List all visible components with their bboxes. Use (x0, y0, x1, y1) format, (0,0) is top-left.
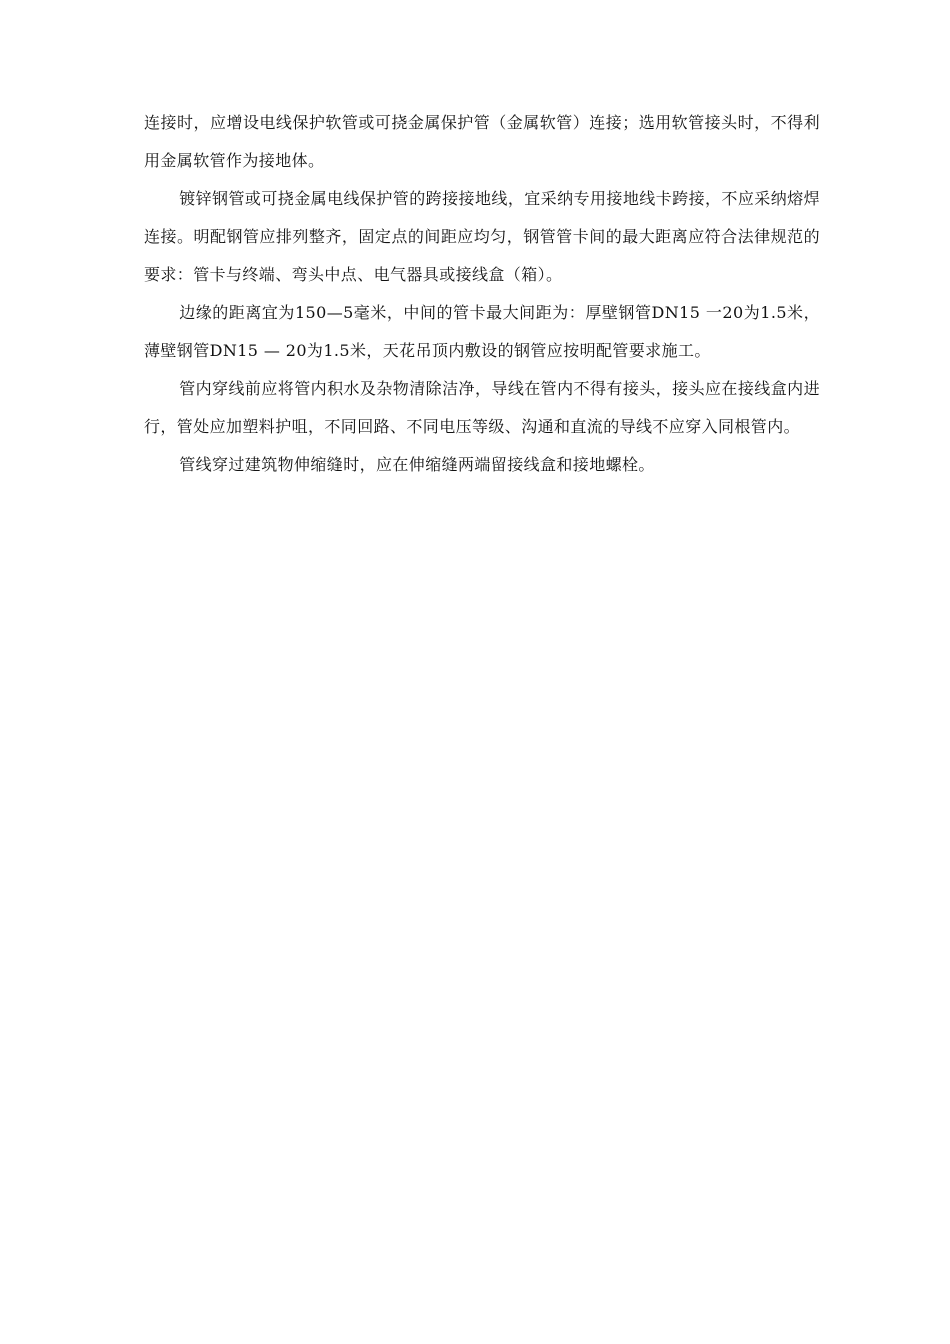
paragraph-5: 管线穿过建筑物伸缩缝时，应在伸缩缝两端留接线盒和接地螺栓。 (179, 455, 655, 474)
paragraph-1: 连接时，应增设电线保护软管或可挠金属保护管（金属软管）连接；选用软管接头时，不得利用金属软管作为接地体。 (144, 113, 820, 170)
paragraph-4: 管内穿线前应将管内积水及杂物清除洁净，导线在管内不得有接头，接头应在接线盒内进行，管处应加塑料护咀，不同回路、不同电压等级、沟通和直流的导线不应穿入同根管内。 (144, 379, 820, 436)
paragraph-3: 边缘的距离宜为150—5毫米，中间的管卡最大间距为：厚壁钢管DN15 一20为1.5米，薄壁钢管DN15 — 20为1.5米，天花吊顶内敷设的钢管应按明配管要求施工。 (144, 303, 820, 360)
document-body (144, 104, 820, 484)
paragraph-2: 镀锌钢管或可挠金属电线保护管的跨接接地线，宜采纳专用接地线卡跨接，不应采纳熔焊连接。明配钢管应排列整齐，固定点的间距应均匀，钢管管卡间的最大距离应符合法律规范的要求：管卡与终端、弯头中点、电气器具或接线盒（箱）。 (144, 189, 820, 284)
